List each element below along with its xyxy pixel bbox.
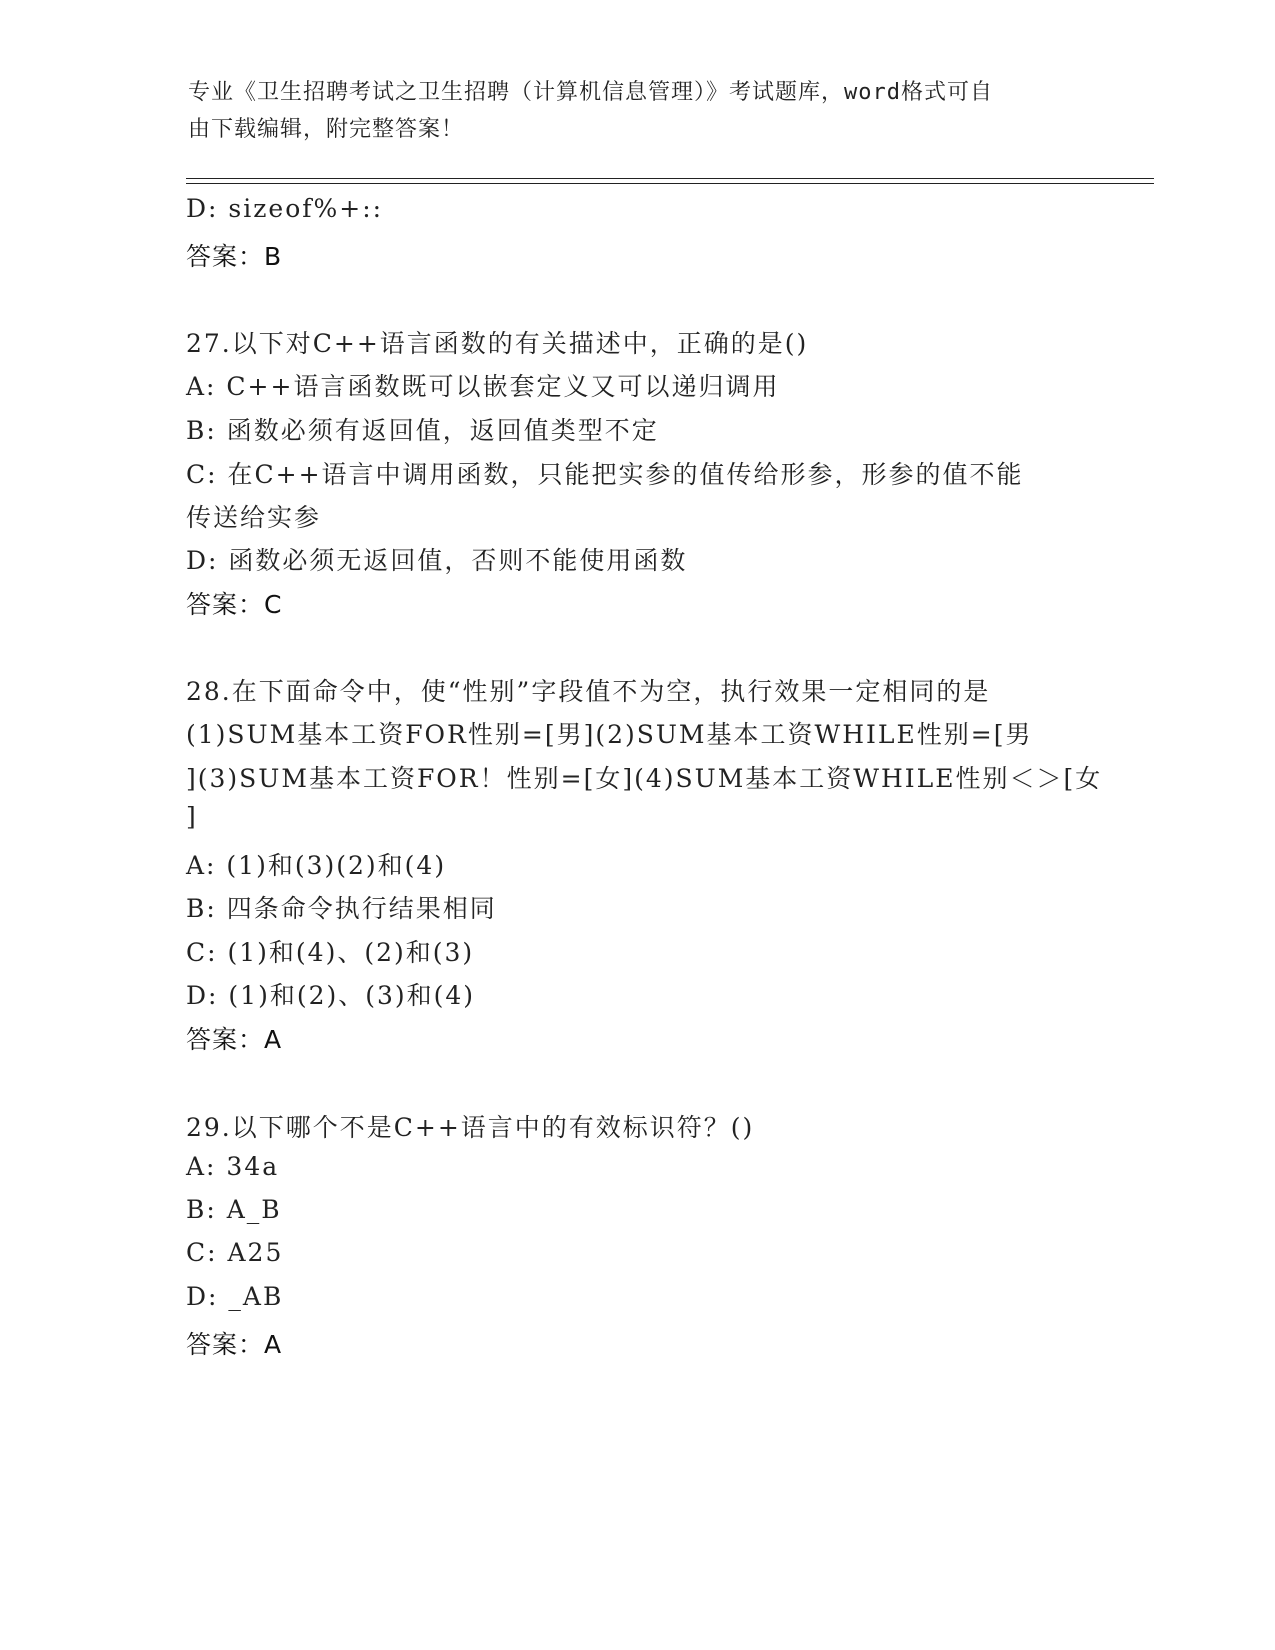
q28-option-c: C: (1)和(4)、(2)和(3) bbox=[186, 938, 475, 967]
q29-option-c: C: A25 bbox=[186, 1238, 284, 1267]
q29-stem: 29.以下哪个不是C++语言中的有效标识符？() bbox=[186, 1113, 755, 1142]
header-line-2: 由下载编辑，附完整答案！ bbox=[188, 117, 465, 142]
q28-option-a: A: (1)和(3)(2)和(4) bbox=[186, 851, 447, 880]
q28-option-d: D: (1)和(2)、(3)和(4) bbox=[186, 981, 476, 1010]
q28-stem-line-3: ](3)SUM基本工资FOR！性别=[女](4)SUM基本工资WHILE性别＜＞[女 bbox=[186, 764, 1103, 793]
q29-option-d: D: _AB bbox=[186, 1282, 284, 1311]
q27-option-c-line-1: C: 在C++语言中调用函数，只能把实参的值传给形参，形参的值不能 bbox=[186, 460, 1024, 489]
q28-stem-line-1: 28.在下面命令中，使“性别”字段值不为空，执行效果一定相同的是 bbox=[186, 677, 991, 706]
q27-option-b: B: 函数必须有返回值，返回值类型不定 bbox=[186, 416, 659, 445]
header-divider-bottom bbox=[186, 183, 1154, 184]
q27-stem: 27.以下对C++语言函数的有关描述中，正确的是() bbox=[186, 329, 809, 358]
header-divider-top bbox=[186, 178, 1154, 179]
q27-option-a: A: C++语言函数既可以嵌套定义又可以递归调用 bbox=[186, 372, 780, 401]
q29-option-a: A: 34a bbox=[186, 1152, 280, 1181]
q28-answer: 答案：A bbox=[186, 1025, 283, 1054]
header-line-1: 专业《卫生招聘考试之卫生招聘（计算机信息管理）》考试题库，word格式可自 bbox=[188, 80, 993, 105]
prev-answer: 答案：B bbox=[186, 242, 283, 271]
q28-stem-line-4: ] bbox=[186, 802, 198, 831]
q28-option-b: B: 四条命令执行结果相同 bbox=[186, 894, 497, 923]
q27-option-c-line-2: 传送给实参 bbox=[186, 503, 322, 532]
q27-option-d: D: 函数必须无返回值，否则不能使用函数 bbox=[186, 546, 688, 575]
document-header bbox=[188, 74, 1068, 148]
q28-stem-line-2: (1)SUM基本工资FOR性别=[男](2)SUM基本工资WHILE性别=[男 bbox=[186, 720, 1033, 749]
q29-option-b: B: A_B bbox=[186, 1195, 282, 1224]
q29-answer: 答案：A bbox=[186, 1330, 283, 1359]
prev-option-d: D: sizeof%+:: bbox=[186, 194, 384, 223]
q27-answer: 答案：C bbox=[186, 590, 283, 619]
